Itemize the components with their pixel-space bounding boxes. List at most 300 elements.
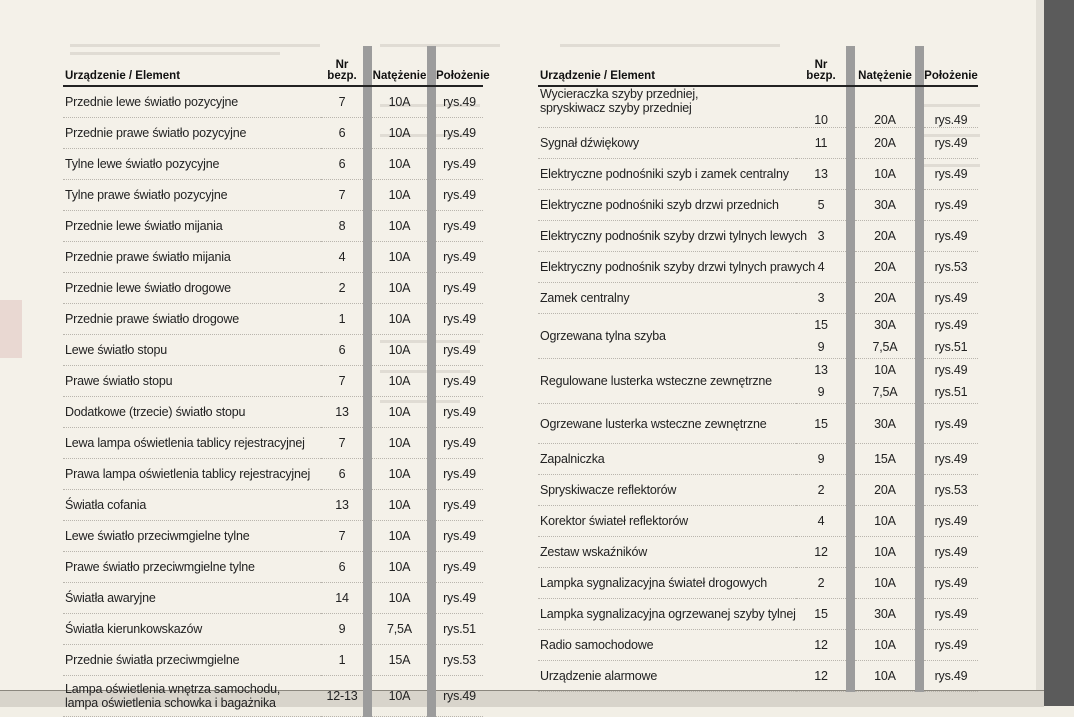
figure-reference: rys.49 [924,128,978,159]
figure-reference: rys.49 [934,363,968,377]
column-separator [427,428,436,459]
device-name-line: Zapalniczka [540,452,605,466]
column-separator [363,273,372,304]
device-name-line: Regulowane lusterka wsteczne zewnętrzne [540,374,772,388]
column-separator [915,86,924,128]
column-separator [427,335,436,366]
column-header-nr [796,46,846,86]
fuse-current: 20A [855,221,915,252]
column-separator [846,630,855,661]
device-cell [63,149,321,180]
column-header-nr-line1: Nr [335,59,349,71]
column-separator [915,404,924,444]
table-row [538,404,978,444]
fuse-current: 7,5A [372,614,427,645]
table-row [63,428,483,459]
device-name-line: Elektryczne podnośniki szyb i zamek centralny [540,167,789,181]
device-cell [538,599,796,630]
column-separator [846,283,855,314]
column-separator [846,128,855,159]
device-cell [63,273,321,304]
column-separator [846,252,855,283]
fuse-table-left [63,46,490,717]
fuse-current: 10A [372,583,427,614]
column-separator [427,211,436,242]
figure-reference: rys.53 [924,475,978,506]
device-name-line: Przednie światła przeciwmgielne [65,653,240,667]
device-name-line: Przednie prawe światło pozycyjne [65,126,247,140]
figure-reference: rys.49 [436,242,483,273]
device-cell [63,459,321,490]
table-header-row [63,46,483,86]
column-separator [915,506,924,537]
fuse-number: 15 [796,599,846,630]
fuse-table-right [538,46,978,692]
column-separator [846,475,855,506]
figure-reference: rys.49 [934,318,968,332]
column-separator [915,359,924,382]
column-separator [846,336,855,359]
column-separator [915,283,924,314]
figure-reference: rys.49 [924,404,978,444]
device-name-line: Elektryczne podnośniki szyb drzwi przednich [540,198,779,212]
figure-reference: rys.49 [436,211,483,242]
column-separator [363,118,372,149]
column-header-device: Urządzenie / Element [538,46,796,86]
column-separator [363,149,372,180]
fuse-number: 12 [796,630,846,661]
page-gutter [1036,0,1044,706]
table-row [63,149,483,180]
device-cell [63,552,321,583]
column-separator [915,252,924,283]
fuse-current: 15A [855,444,915,475]
fuse-current: 7,5A [855,381,915,404]
column-separator [363,366,372,397]
fuse-number: 15 [796,404,846,444]
column-separator [363,242,372,273]
fuse-current: 20A [855,283,915,314]
column-separator [363,459,372,490]
fuse-number: 9 [796,381,846,404]
column-header-current: Natężenie [372,46,427,86]
fuse-number: 4 [796,252,846,283]
table-row [63,242,483,273]
table-row [63,521,483,552]
device-cell [63,583,321,614]
device-name-line: Tylne prawe światło pozycyjne [65,188,228,202]
column-separator [363,86,372,118]
table-row [63,552,483,583]
device-cell [63,645,321,676]
device-name-line: Prawa lampa oświetlenia tablicy rejestracyjnej [65,467,311,481]
column-header-nr-line2: bezp. [806,70,836,82]
device-name-line: Lewe światło przeciwmgielne tylne [65,529,250,543]
fuse-current: 10A [372,242,427,273]
fuse-number: 7 [321,366,363,397]
fuse-number: 5 [796,190,846,221]
column-header-device: Urządzenie / Element [63,46,321,86]
fuse-current: 10A [372,459,427,490]
column-separator [846,314,855,337]
figure-reference: rys.49 [436,366,483,397]
fuse-number: 6 [321,149,363,180]
column-separator [363,335,372,366]
device-name-line: spryskiwacz szyby przedniej [540,101,692,115]
column-header-nr [321,46,363,86]
fuse-number: 2 [796,475,846,506]
table-row [538,128,978,159]
table-row [63,645,483,676]
table-row [63,490,483,521]
figure-reference: rys.49 [924,630,978,661]
table-row [538,283,978,314]
fuse-number: 6 [321,118,363,149]
column-separator [915,475,924,506]
device-cell [538,359,796,404]
table-row [63,614,483,645]
table-row [63,180,483,211]
table-row [63,335,483,366]
table-row [538,506,978,537]
device-cell [538,506,796,537]
table-row [63,676,483,717]
fuse-current: 10A [855,506,915,537]
device-cell [63,676,321,717]
figure-reference: rys.49 [924,661,978,692]
fuse-number: 6 [321,335,363,366]
figure-reference: rys.49 [436,335,483,366]
figure-reference: rys.49 [924,599,978,630]
device-name-line: Prawe światło przeciwmgielne tylne [65,560,255,574]
device-cell [538,221,807,252]
column-separator [846,190,855,221]
figure-reference: rys.49 [924,444,978,475]
fuse-number: 13 [321,397,363,428]
fuse-current: 10A [372,335,427,366]
table-row [63,211,483,242]
fuse-current: 10A [372,552,427,583]
device-cell [63,242,321,273]
fuse-number: 13 [796,159,846,190]
table-row [538,630,978,661]
column-separator [427,552,436,583]
figure-reference: rys.49 [924,159,978,190]
table-row [538,359,978,382]
table-row [538,159,978,190]
column-separator [427,459,436,490]
table-row [538,475,978,506]
table-row [538,661,978,692]
fuse-current: 30A [855,599,915,630]
fuse-current: 10A [855,661,915,692]
column-separator [915,314,924,337]
fuse-number: 9 [796,336,846,359]
figure-reference: rys.49 [924,221,978,252]
column-separator [915,159,924,190]
table-row [538,221,978,252]
column-separator [846,599,855,630]
column-header-current: Natężenie [855,46,915,86]
device-cell [538,475,796,506]
fuse-number: 10 [796,86,846,128]
figure-reference: rys.49 [436,459,483,490]
column-separator [846,404,855,444]
device-name-line: Elektryczny podnośnik szyby drzwi tylnych lewych [540,229,807,243]
fuse-current: 10A [855,568,915,599]
column-separator [363,645,372,676]
figure-reference: rys.49 [436,552,483,583]
column-header-position: Położenie [436,46,483,86]
fuse-number: 2 [321,273,363,304]
figure-reference: rys.49 [924,537,978,568]
fuse-number: 7 [321,86,363,118]
device-name-line: Zamek centralny [540,291,630,305]
column-separator [846,86,855,128]
device-name-line: Wycieraczka szyby przedniej, [540,87,699,101]
fuse-current: 20A [855,475,915,506]
figure-reference: rys.51 [924,336,978,359]
fuse-current: 10A [372,86,427,118]
device-cell [63,614,321,645]
device-name-line: Światła awaryjne [65,591,156,605]
fuse-number: 4 [321,242,363,273]
column-separator [915,46,924,86]
device-name-line: Sygnał dźwiękowy [540,136,639,150]
table-row [63,366,483,397]
figure-reference: rys.49 [436,676,483,717]
column-separator [427,149,436,180]
figure-reference: rys.49 [924,86,978,128]
device-cell [63,118,321,149]
column-separator [915,381,924,404]
figure-reference: rys.49 [924,506,978,537]
fuse-current: 10A [874,363,896,377]
device-cell [538,86,796,128]
column-separator [363,552,372,583]
device-cell [63,86,321,118]
fuse-current: 10A [372,180,427,211]
column-separator [427,583,436,614]
device-cell [538,190,796,221]
column-separator [363,180,372,211]
device-name-line: Urządzenie alarmowe [540,669,658,683]
figure-reference: rys.49 [436,118,483,149]
device-name-line: Elektryczny podnośnik szyby drzwi tylnych prawych [540,260,816,274]
column-header-nr-line2: bezp. [327,70,357,82]
table-row [538,86,978,128]
fuse-number: 9 [796,444,846,475]
fuse-current: 10A [372,211,427,242]
table-row [538,599,978,630]
device-name-line: Ogrzewane lusterka wsteczne zewnętrzne [540,416,767,431]
device-name-line: Przednie prawe światło drogowe [65,312,239,326]
column-separator [427,397,436,428]
device-name-line: Tylne lewe światło pozycyjne [65,157,220,171]
column-separator [363,397,372,428]
table-row [63,273,483,304]
device-cell [538,404,796,444]
device-cell [63,397,321,428]
figure-reference: rys.49 [436,490,483,521]
column-separator [427,180,436,211]
device-cell [63,428,321,459]
column-separator [427,86,436,118]
column-separator [363,211,372,242]
fuse-number: 11 [796,128,846,159]
device-name-line: Lampka sygnalizacyjna ogrzewanej szyby tylnej [540,607,796,621]
figure-reference: rys.49 [924,283,978,314]
table-row [538,568,978,599]
device-name-line: Zestaw wskaźników [540,545,648,559]
column-separator [846,568,855,599]
column-separator [915,336,924,359]
column-separator [427,676,436,717]
figure-reference: rys.49 [436,304,483,335]
column-separator [846,159,855,190]
device-name-line: Światła cofania [65,498,147,512]
column-separator [363,521,372,552]
column-separator [915,661,924,692]
device-name-line: Lewe światło stopu [65,343,168,357]
fuse-current: 10A [372,118,427,149]
fuse-number: 4 [796,506,846,537]
device-name-line: Przednie prawe światło mijania [65,250,231,264]
fuse-current: 20A [855,128,915,159]
column-separator [427,304,436,335]
table-row [538,537,978,568]
page-edge [1044,0,1074,706]
column-separator [846,506,855,537]
fuse-number: 6 [321,459,363,490]
figure-reference: rys.53 [924,252,978,283]
device-name-line: Lampa oświetlenia wnętrza samochodu, [65,682,281,696]
device-name-line: Dodatkowe (trzecie) światło stopu [65,405,246,419]
fuse-current: 30A [874,318,896,332]
column-separator [363,583,372,614]
fuse-current: 10A [855,630,915,661]
fuse-current: 10A [372,521,427,552]
column-separator [427,614,436,645]
device-cell [538,252,816,283]
table-row [63,459,483,490]
column-separator [846,381,855,404]
column-separator [363,614,372,645]
table-row [63,118,483,149]
device-cell [538,568,796,599]
device-name-line: Prawe światło stopu [65,374,173,388]
figure-reference: rys.49 [436,521,483,552]
column-separator [363,304,372,335]
column-separator [846,537,855,568]
fuse-current: 10A [372,149,427,180]
column-separator [915,568,924,599]
fuse-current: 10A [372,304,427,335]
table-row [63,304,483,335]
figure-reference: rys.49 [436,149,483,180]
fuse-number: 3 [796,283,846,314]
fuse-number: 13 [814,363,828,377]
figure-reference: rys.49 [436,180,483,211]
fuse-current: 10A [372,490,427,521]
table-row [63,397,483,428]
device-name-line: Przednie lewe światło drogowe [65,281,231,295]
column-header-position: Położenie [924,46,978,86]
fuse-number: 8 [321,211,363,242]
device-cell [538,444,796,475]
fuse-number: 7 [321,180,363,211]
figure-reference: rys.49 [436,428,483,459]
fuse-number: 1 [321,304,363,335]
fuse-number: 2 [796,568,846,599]
device-cell [538,537,796,568]
device-cell [538,314,796,359]
device-cell [538,128,796,159]
column-separator [363,490,372,521]
fuse-current: 10A [372,676,427,717]
column-separator [915,444,924,475]
column-separator [427,242,436,273]
device-cell [538,661,796,692]
figure-reference: rys.49 [436,397,483,428]
fuse-number: 7 [321,428,363,459]
column-separator [915,630,924,661]
column-separator [846,359,855,382]
column-separator [427,118,436,149]
figure-reference: rys.49 [436,86,483,118]
fuse-current: 7,5A [855,336,915,359]
device-cell [63,366,321,397]
fuse-number: 7 [321,521,363,552]
figure-reference: rys.51 [924,381,978,404]
column-separator [915,599,924,630]
table-row [63,583,483,614]
fuse-current: 15A [372,645,427,676]
column-separator [846,46,855,86]
device-name-line: Przednie lewe światło mijania [65,219,223,233]
device-cell [63,490,321,521]
fuse-number: 15 [814,318,828,332]
page-edge-tab [0,300,22,358]
device-cell [538,159,796,190]
fuse-current: 30A [855,190,915,221]
table-row [538,444,978,475]
fuse-number: 6 [321,552,363,583]
fuse-current: 10A [372,428,427,459]
fuse-current: 10A [372,366,427,397]
table-row [538,190,978,221]
table-row [63,86,483,118]
column-separator [915,537,924,568]
device-name-line: Przednie lewe światło pozycyjne [65,95,239,109]
column-separator [846,661,855,692]
fuse-number: 12 [796,661,846,692]
fuse-number: 3 [796,221,846,252]
device-cell [63,211,321,242]
device-name-line: Ogrzewana tylna szyba [540,329,666,343]
fuse-number: 12-13 [321,676,363,717]
figure-reference: rys.49 [924,568,978,599]
table-header-row [538,46,978,86]
column-separator [427,521,436,552]
column-separator [363,676,372,717]
device-cell [63,180,321,211]
fuse-number: 9 [321,614,363,645]
figure-reference: rys.51 [436,614,483,645]
device-cell [538,630,796,661]
figure-reference: rys.49 [924,190,978,221]
fuse-current: 10A [855,159,915,190]
